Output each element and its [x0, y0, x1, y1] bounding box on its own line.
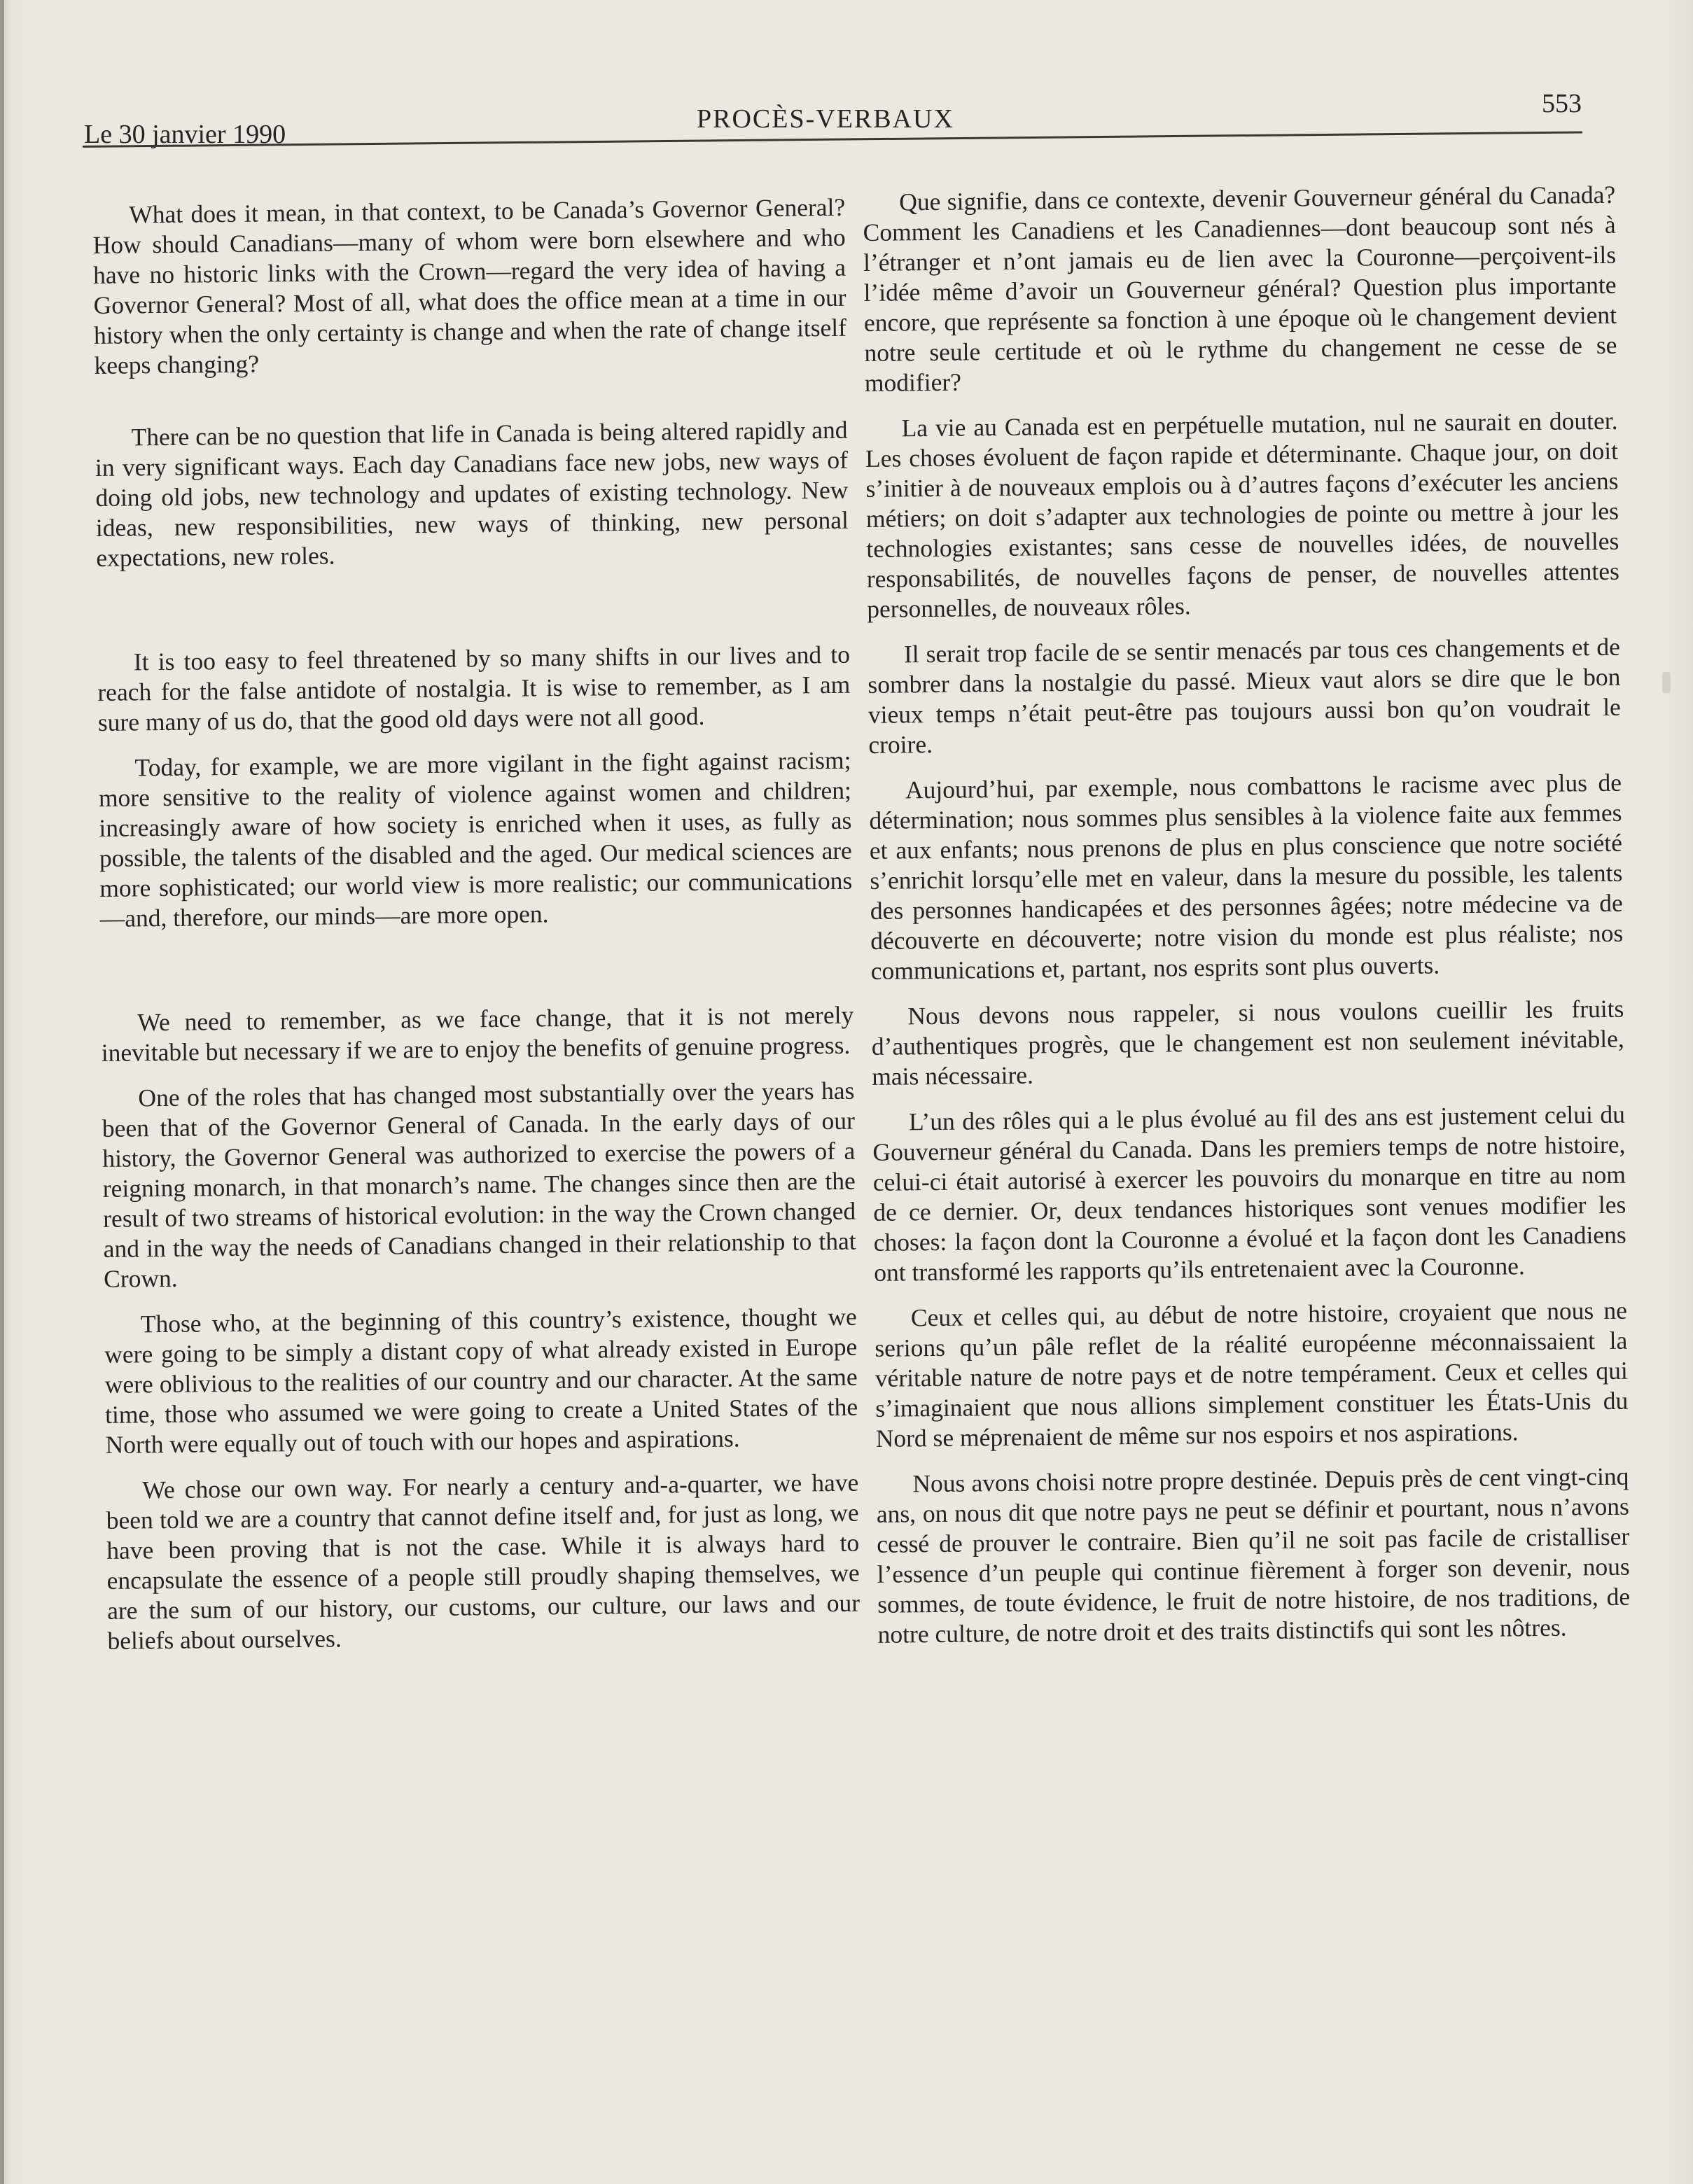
binding-mark	[1662, 672, 1671, 693]
english-paragraph: Today, for example, we are more vigilant in the fight against racism; more sensitive to the reality of violence against women and children; increasingly aware of how society is enriched when it uses, as fully as possible, the talents of the disabled and the aged. Our medical sciences are more sophisticated; our world view is more realistic; our communications—and, therefore, our minds—are more open.	[98, 746, 853, 932]
english-paragraph: Those who, at the beginning of this country’s existence, thought we were going to be simply a distant copy of what already existed in Europe were oblivious to the realities of our country and our character. At the same time, those who assumed we were going to create a United States of the North were equally out of touch with our hopes and aspirations.	[104, 1302, 858, 1459]
french-paragraph: La vie au Canada est en perpétuelle mutation, nul ne saurait en douter. Les choses évoluent de façon rapide et déterminante. Chaque jour, on doit s’initier à de nouveaux emplois ou à d’autres façons d’exécuter les anciens métiers; on doit s’adapter aux technologies de pointe ou mettre à jour les technologies existantes; sans cesse de nouvelles idées, de nouvelles responsabilités, de nouvelles façons de penser, de nouvelles attentes personnelles, de nouveaux rôles.	[865, 406, 1620, 623]
english-paragraph: What does it mean, in that context, to be Canada’s Governor General? How should Canadians—many of whom were born elsewhere and who have no historic links with the Crown—regard the very idea of having a Governor General? Most of all, what does the office mean at a time in our history when the only certainty is change and when the rate of change itself keeps changing?	[92, 192, 847, 379]
english-paragraph: There can be no question that life in Canada is being altered rapidly and in very significant ways. Each day Canadians face new jobs, new ways of doing old jobs, new technology and updates of existing technology. New ideas, new responsibilities, new ways of thinking, new personal expectations, new roles.	[95, 415, 849, 572]
french-paragraph: Aujourd’hui, par exemple, nous combattons le racisme avec plus de détermination; nous sommes plus sensibles à la violence faite aux femmes et aux enfants; nous prenons de plus en plus conscience que notre société s’enrichit lorsqu’elle met en valeur, dans la mesure du possible, les talents des personnes handicapées et des personnes âgées; notre médecine va de découverte en découverte; notre vision du monde est plus réaliste; nos communications et, partant, nos esprits sont plus ouverts.	[869, 768, 1624, 985]
page-edge-shadow	[0, 0, 4, 2184]
english-paragraph: We chose our own way. For nearly a century and-a-quarter, we have been told we are a country that cannot define itself and, for just as long, we have been proving that is not the case. While it is always hard to encapsulate the essence of a people still proudly shaping themselves, we are the sum of our history, our customs, our culture, our laws and our beliefs about ourselves.	[106, 1468, 861, 1655]
french-paragraph: L’un des rôles qui a le plus évolué au fil des ans est justement celui du Gouverneur général du Canada. Dans les premiers temps de notre histoire, celui-ci était autorisé à exercer les pouvoirs du monarque en titre au nom de ce dernier. Or, deux tendances historiques sont venues modifier les choses: la façon dont la Couronne a évolué et la façon dont les Canadiens ont transformé les rapports qu’ils entretenaient avec la Couronne.	[872, 1100, 1626, 1287]
french-paragraph: Nous avons choisi notre propre destinée. Depuis près de cent vingt-cinq ans, on nous dit que notre pays ne peut se définir et pourtant, nous n’avons cessé de prouver le contraire. Bien qu’il ne soit pas facile de cristalliser l’essence d’un peuple qui continue fièrement à forger son devenir, nous sommes, de toute évidence, le fruit de notre histoire, de nos traditions, de notre culture, de notre droit et des traits distinctifs qui sont les nôtres.	[876, 1462, 1631, 1648]
english-paragraph: One of the roles that has changed most substantially over the years has been that of the Governor General of Canada. In the early days of our history, the Governor General was authorized to exercise the powers of a reigning monarch, in that monarch’s name. The changes since then are the result of two streams of historical evolution: in the way the Crown changed and in the way the needs of Canadians changed in their relationship to that Crown.	[102, 1076, 856, 1293]
english-paragraph: It is too easy to feel threatened by so many shifts in our lives and to reach for the false antidote of nostalgia. It is wise to remember, as I am sure many of us do, that the good old days were not all good.	[97, 640, 851, 736]
french-paragraph: Ceux et celles qui, au début de notre histoire, croyaient que nous ne serions qu’un pâle reflet de la réalité européenne méconnaissaient la véritable nature de notre pays et de notre tempérament. Ceux et celles qui s’imaginaient que nous allions simplement constituer les États-Unis du Nord se méprenaient de même sur nos espoirs et nos aspirations.	[875, 1296, 1629, 1452]
header-title: PROCÈS-VERBAUX	[697, 104, 954, 134]
french-paragraph: Nous devons nous rappeler, si nous voulons cueillir les fruits d’authentiques progrès, que le changement est non seulement inévitable, mais nécessaire.	[871, 994, 1624, 1091]
french-paragraph: Il serait trop facile de se sentir menacés par tous ces changements et de sombrer dans la nostalgie du passé. Mieux vaut alors se dire que le bon vieux temps n’était peut-être pas toujours aussi bon qu’on voudrait le croire.	[868, 632, 1622, 759]
page-number: 553	[1542, 89, 1582, 118]
french-column	[863, 180, 1631, 1650]
header-date: Le 30 janvier 1990	[84, 120, 286, 149]
french-paragraph: Que signifie, dans ce contexte, devenir Gouverneur général du Canada? Comment les Canadiens et les Canadiennes—dont beaucoup sont nés à l’étranger et n’ont jamais eu de lien avec la Couronne—perçoivent-ils l’idée même d’avoir un Gouverneur général? Question plus importante encore, que représente sa fonction à une époque où le changement devient notre seule certitude et où le rythme du changement ne cesse de se modifier?	[863, 180, 1617, 397]
english-column	[92, 192, 861, 1656]
english-paragraph: We need to remember, as we face change, that it is not merely inevitable but necessary if we are to enjoy the benefits of genuine progress.	[101, 1000, 854, 1067]
